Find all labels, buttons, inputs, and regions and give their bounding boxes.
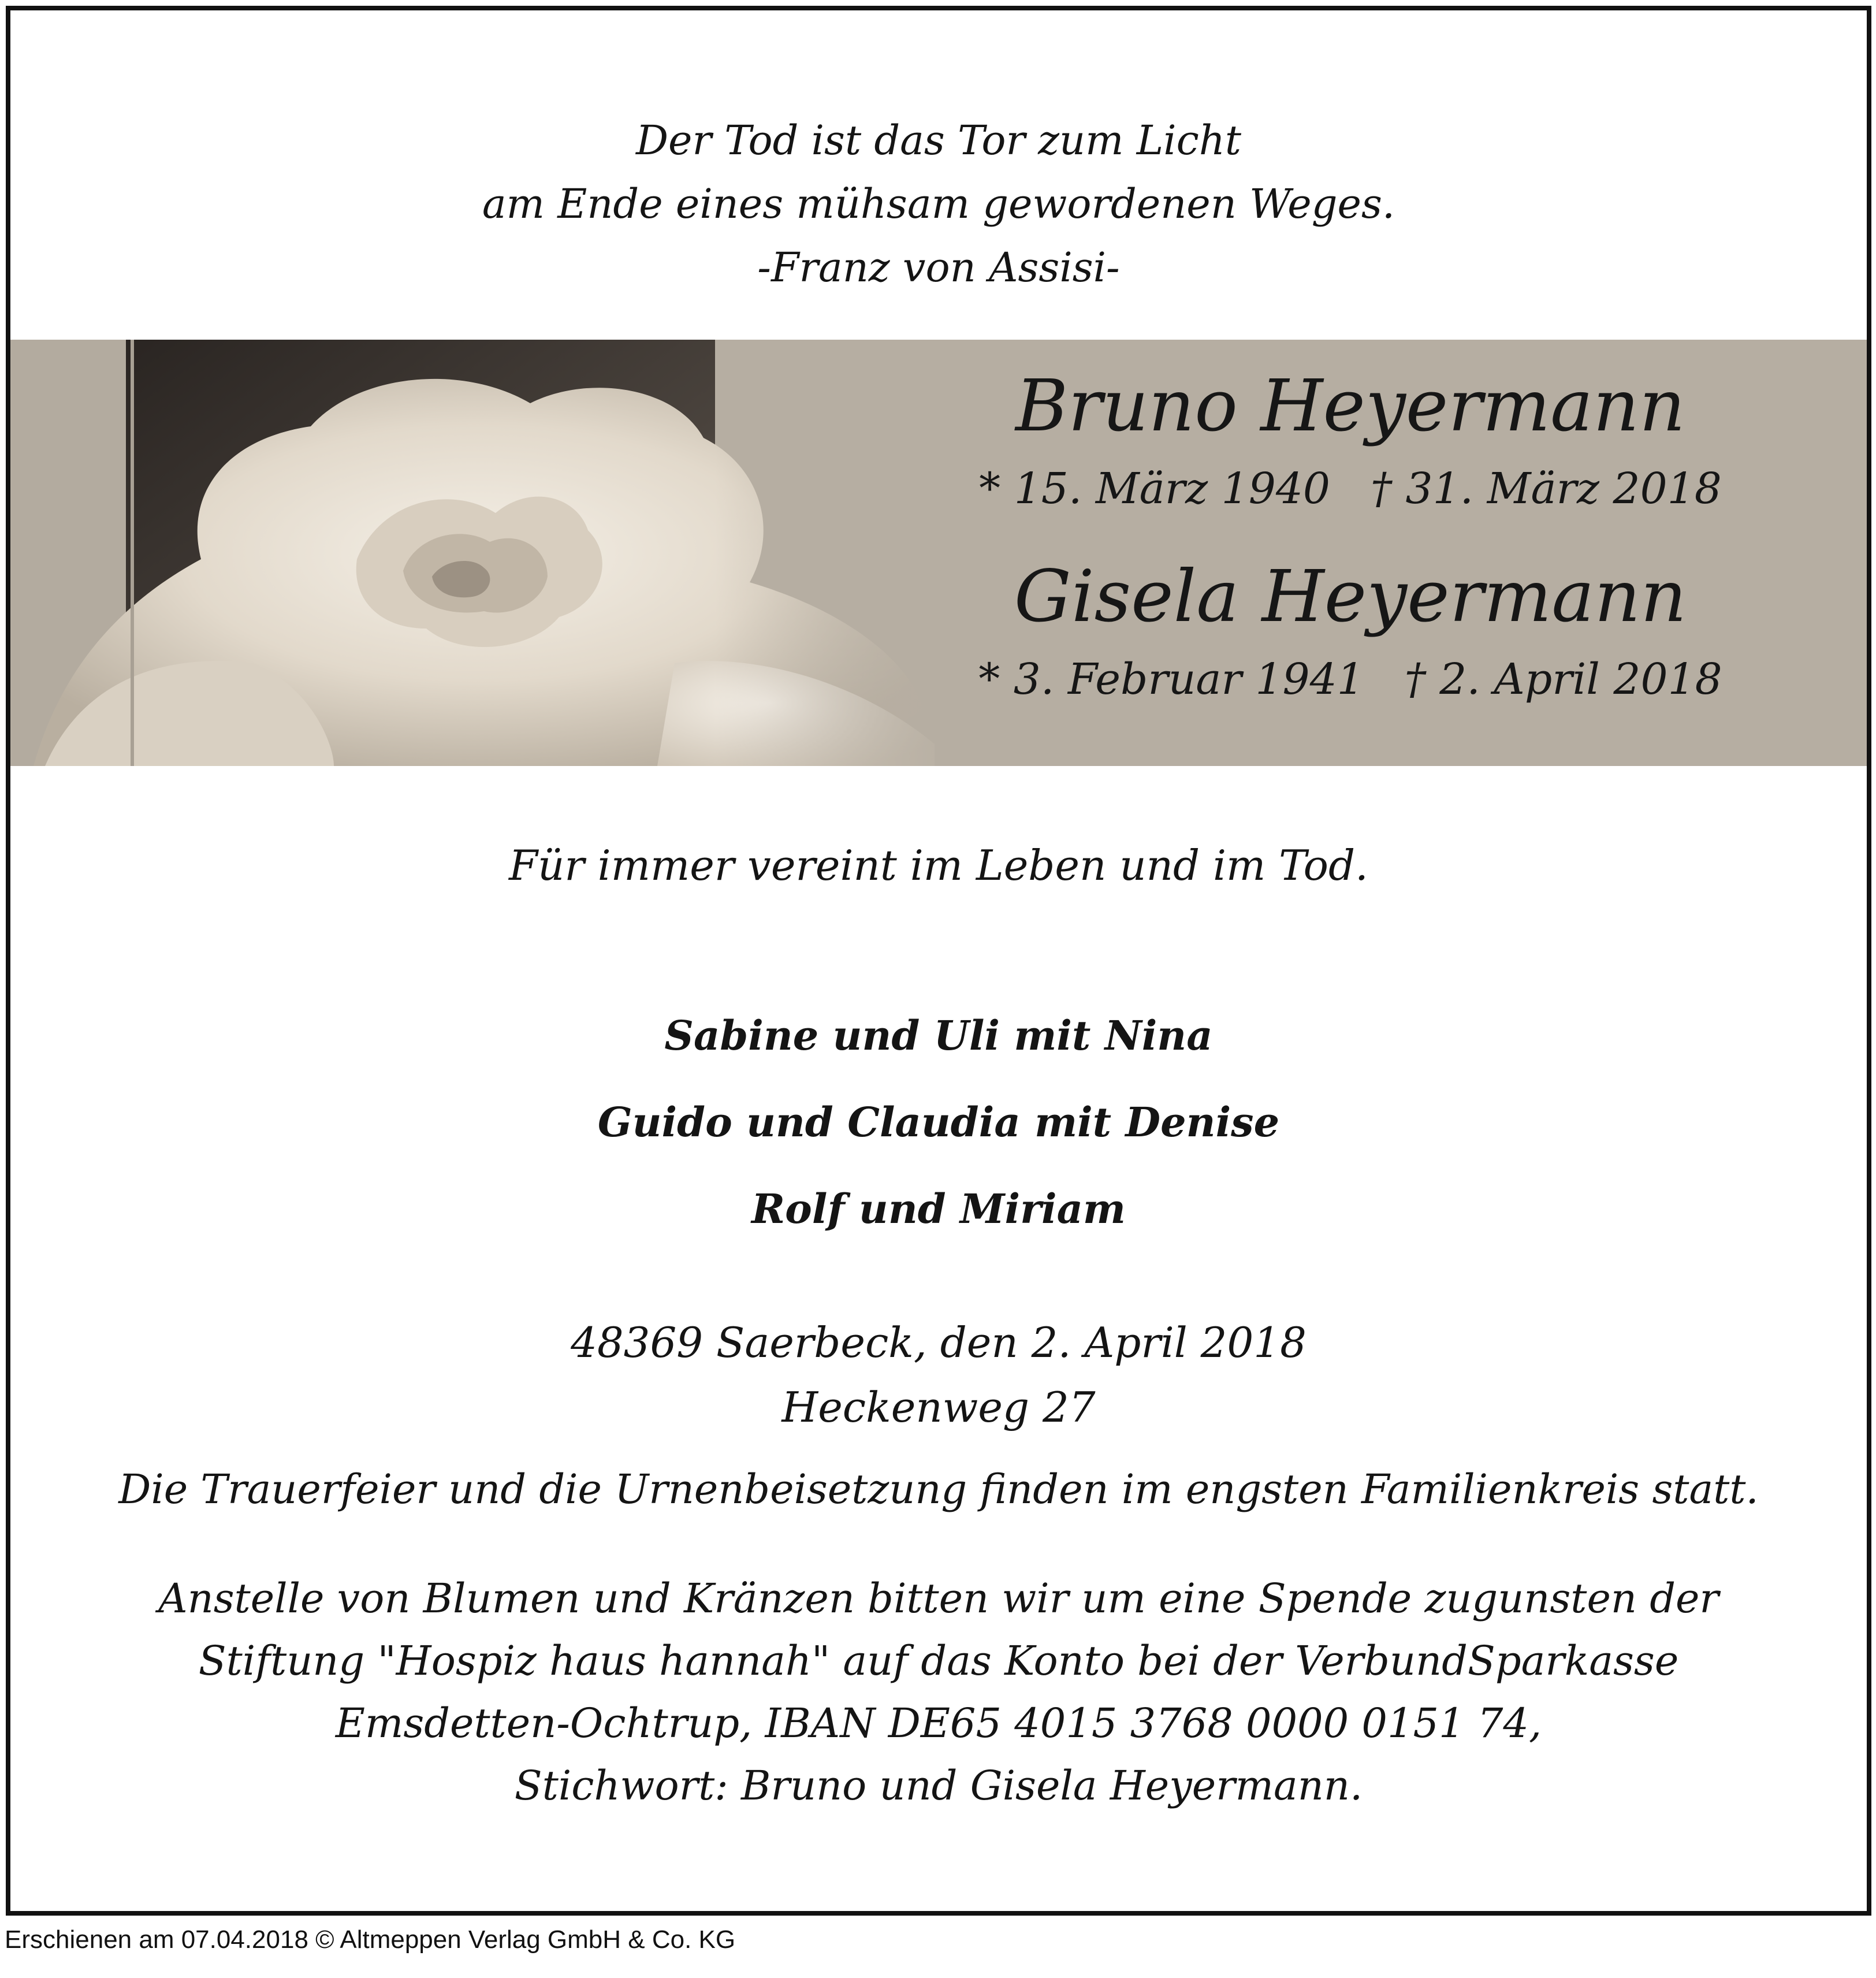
deceased-1-died: † 31. März 2018: [1371, 464, 1722, 514]
donation-line-2: Stiftung "Hospiz haus hannah" auf das Konto bei der VerbundSparkasse: [198, 1637, 1679, 1685]
donation-block: [10, 1567, 1867, 1817]
deceased-2-died: † 2. April 2018: [1404, 655, 1722, 704]
street: Heckenweg 27: [781, 1383, 1096, 1432]
family-line-1: Sabine und Uli mit Nina: [664, 1012, 1213, 1059]
address-block: [10, 1310, 1867, 1440]
quote-author: -Franz von Assisi-: [757, 244, 1120, 291]
family-line-2: Guido und Claudia mit Denise: [597, 1098, 1280, 1146]
deceased-2-born: * 3. Februar 1941: [978, 655, 1364, 704]
deceased-1-born: * 15. März 1940: [979, 464, 1330, 514]
donation-line-1: Anstelle von Blumen und Kränzen bitten wir um eine Spende zugunsten der: [158, 1575, 1719, 1622]
deceased-2-dates: [911, 650, 1789, 708]
rose-image: [10, 340, 969, 766]
deceased-1: [911, 363, 1789, 518]
quote-line-2: am Ende eines mühsam gewordenen Weges.: [482, 180, 1395, 228]
ceremony-notice: Die Trauerfeier und die Urnenbeisetzung finden im engsten Familienkreis statt.: [118, 1466, 1759, 1513]
quote-block: [10, 109, 1867, 299]
family-line-3: Rolf und Miriam: [751, 1185, 1126, 1233]
quote-line-1: Der Tod ist das Tor zum Licht: [635, 117, 1242, 164]
deceased-1-dates: [911, 460, 1789, 518]
motto: Für immer vereint im Leben und im Tod.: [509, 841, 1368, 890]
donation-line-4: Stichwort: Bruno und Gisela Heyermann.: [514, 1762, 1363, 1809]
deceased-1-name: Bruno Heyermann: [1015, 365, 1685, 448]
publication-footer: Erschienen am 07.04.2018 © Altmeppen Verlag GmbH & Co. KG: [5, 1925, 736, 1954]
family-list: [10, 992, 1867, 1252]
photo-band: [10, 340, 1867, 766]
place-date: 48369 Saerbeck, den 2. April 2018: [571, 1318, 1306, 1367]
deceased-2-name: Gisela Heyermann: [1014, 555, 1687, 638]
obituary-frame: [6, 6, 1871, 1916]
deceased-2: [911, 553, 1789, 708]
donation-line-3: Emsdetten-Ochtrup, IBAN DE65 4015 3768 0000 0151 74,: [335, 1700, 1542, 1747]
